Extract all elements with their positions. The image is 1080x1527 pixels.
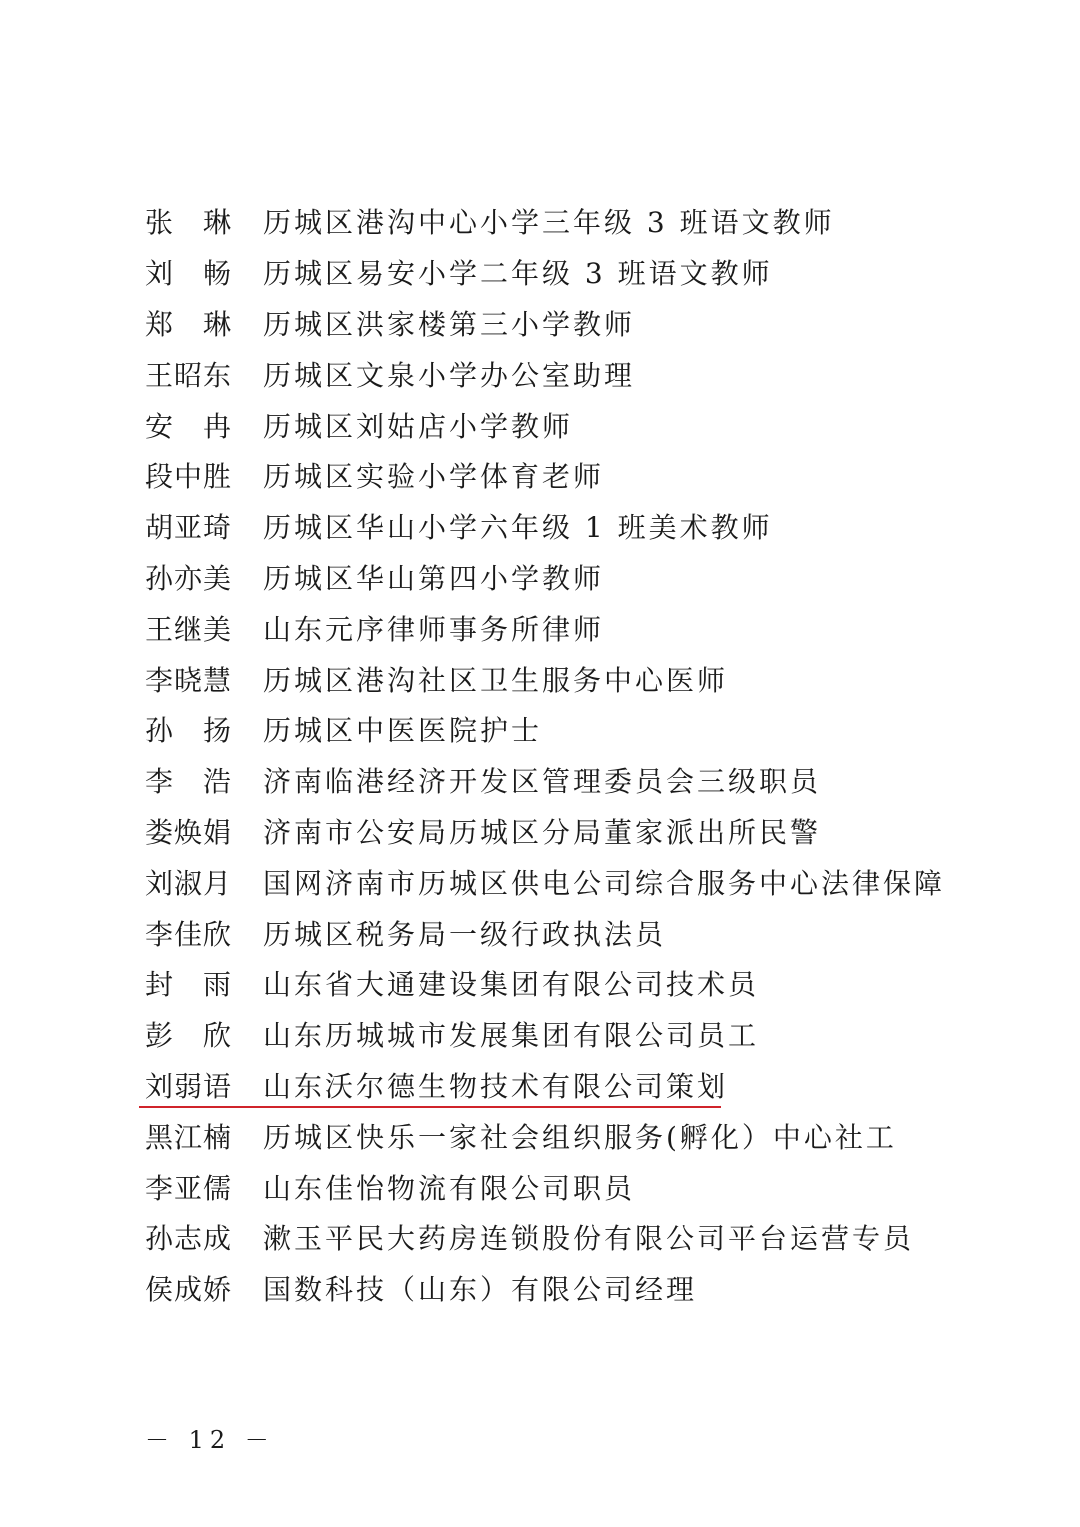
list-item: [145, 856, 945, 907]
person-title: 济南市公安局历城区分局董家派出所民警: [263, 815, 822, 849]
person-title: 济南临港经济开发区管理委员会三级职员: [263, 765, 822, 799]
person-title: 历城区刘姑店小学教师: [263, 409, 574, 443]
personnel-list: [145, 196, 945, 1314]
list-item: [145, 1110, 945, 1161]
person-name: 李晓慧: [145, 663, 233, 697]
person-title: 山东佳怡物流有限公司职员: [263, 1171, 636, 1205]
list-item: [145, 501, 945, 552]
person-title: 山东元序律师事务所律师: [263, 612, 605, 646]
list-item: [145, 196, 945, 247]
person-name: 孙亦美: [145, 561, 233, 595]
person-title: 历城区华山小学六年级 1 班美术教师: [263, 511, 773, 545]
person-title: 漱玉平民大药房连锁股份有限公司平台运营专员: [263, 1222, 915, 1256]
list-item: [145, 704, 945, 755]
person-title: 历城区易安小学二年级 3 班语文教师: [263, 257, 773, 291]
person-name: 侯成娇: [145, 1273, 233, 1307]
person-title: 历城区税务局一级行政执法员: [263, 917, 667, 951]
person-name: 胡亚琦: [145, 511, 233, 545]
list-item: [145, 450, 945, 501]
person-title: 山东沃尔德生物技术有限公司策划: [263, 1069, 729, 1103]
person-name: 李 浩: [145, 765, 233, 799]
person-name: 李亚儒: [145, 1171, 233, 1205]
list-item: [145, 399, 945, 450]
list-item: [145, 958, 945, 1009]
person-name: 郑 琳: [145, 307, 233, 341]
person-title: 历城区港沟中心小学三年级 3 班语文教师: [263, 206, 835, 240]
person-name: 刘 畅: [145, 257, 233, 291]
list-item: [145, 755, 945, 806]
person-title: 山东历城城市发展集团有限公司员工: [263, 1019, 760, 1053]
list-item-highlighted: [145, 1060, 945, 1111]
list-item: [145, 1161, 945, 1212]
list-item: [145, 348, 945, 399]
person-name: 张 琳: [145, 206, 233, 240]
person-title: 历城区华山第四小学教师: [263, 561, 605, 595]
person-name: 李佳欣: [145, 917, 233, 951]
list-item: [145, 1212, 945, 1263]
list-item: [145, 552, 945, 603]
list-item: [145, 1009, 945, 1060]
person-title: 历城区文泉小学办公室助理: [263, 358, 636, 392]
person-name: 段中胜: [145, 460, 233, 494]
list-item: [145, 653, 945, 704]
person-title: 历城区实验小学体育老师: [263, 460, 605, 494]
person-name: 刘淑月: [145, 866, 233, 900]
list-item: [145, 806, 945, 857]
list-item: [145, 1263, 945, 1314]
person-title: 国网济南市历城区供电公司综合服务中心法律保障: [263, 866, 946, 900]
list-item: [145, 247, 945, 298]
list-item: [145, 907, 945, 958]
person-title: 历城区洪家楼第三小学教师: [263, 307, 636, 341]
person-name: 黑江楠: [145, 1120, 233, 1154]
person-title: 历城区港沟社区卫生服务中心医师: [263, 663, 729, 697]
person-title: 山东省大通建设集团有限公司技术员: [263, 968, 760, 1002]
person-name: 孙志成: [145, 1222, 233, 1256]
highlight-underline: [139, 1106, 721, 1108]
person-name: 娄焕娟: [145, 815, 233, 849]
person-name: 彭 欣: [145, 1019, 233, 1053]
page-number: － 12 －: [145, 1426, 275, 1454]
person-name: 安 冉: [145, 409, 233, 443]
person-name: 王继美: [145, 612, 233, 646]
person-name: 刘弱语: [145, 1069, 233, 1103]
person-title: 国数科技（山东）有限公司经理: [263, 1273, 698, 1307]
list-item: [145, 602, 945, 653]
person-name: 孙 扬: [145, 714, 233, 748]
person-title: 历城区中医医院护士: [263, 714, 543, 748]
person-name: 王昭东: [145, 358, 233, 392]
person-title: 历城区快乐一家社会组织服务(孵化）中心社工: [263, 1120, 897, 1154]
list-item: [145, 298, 945, 349]
person-name: 封 雨: [145, 968, 233, 1002]
